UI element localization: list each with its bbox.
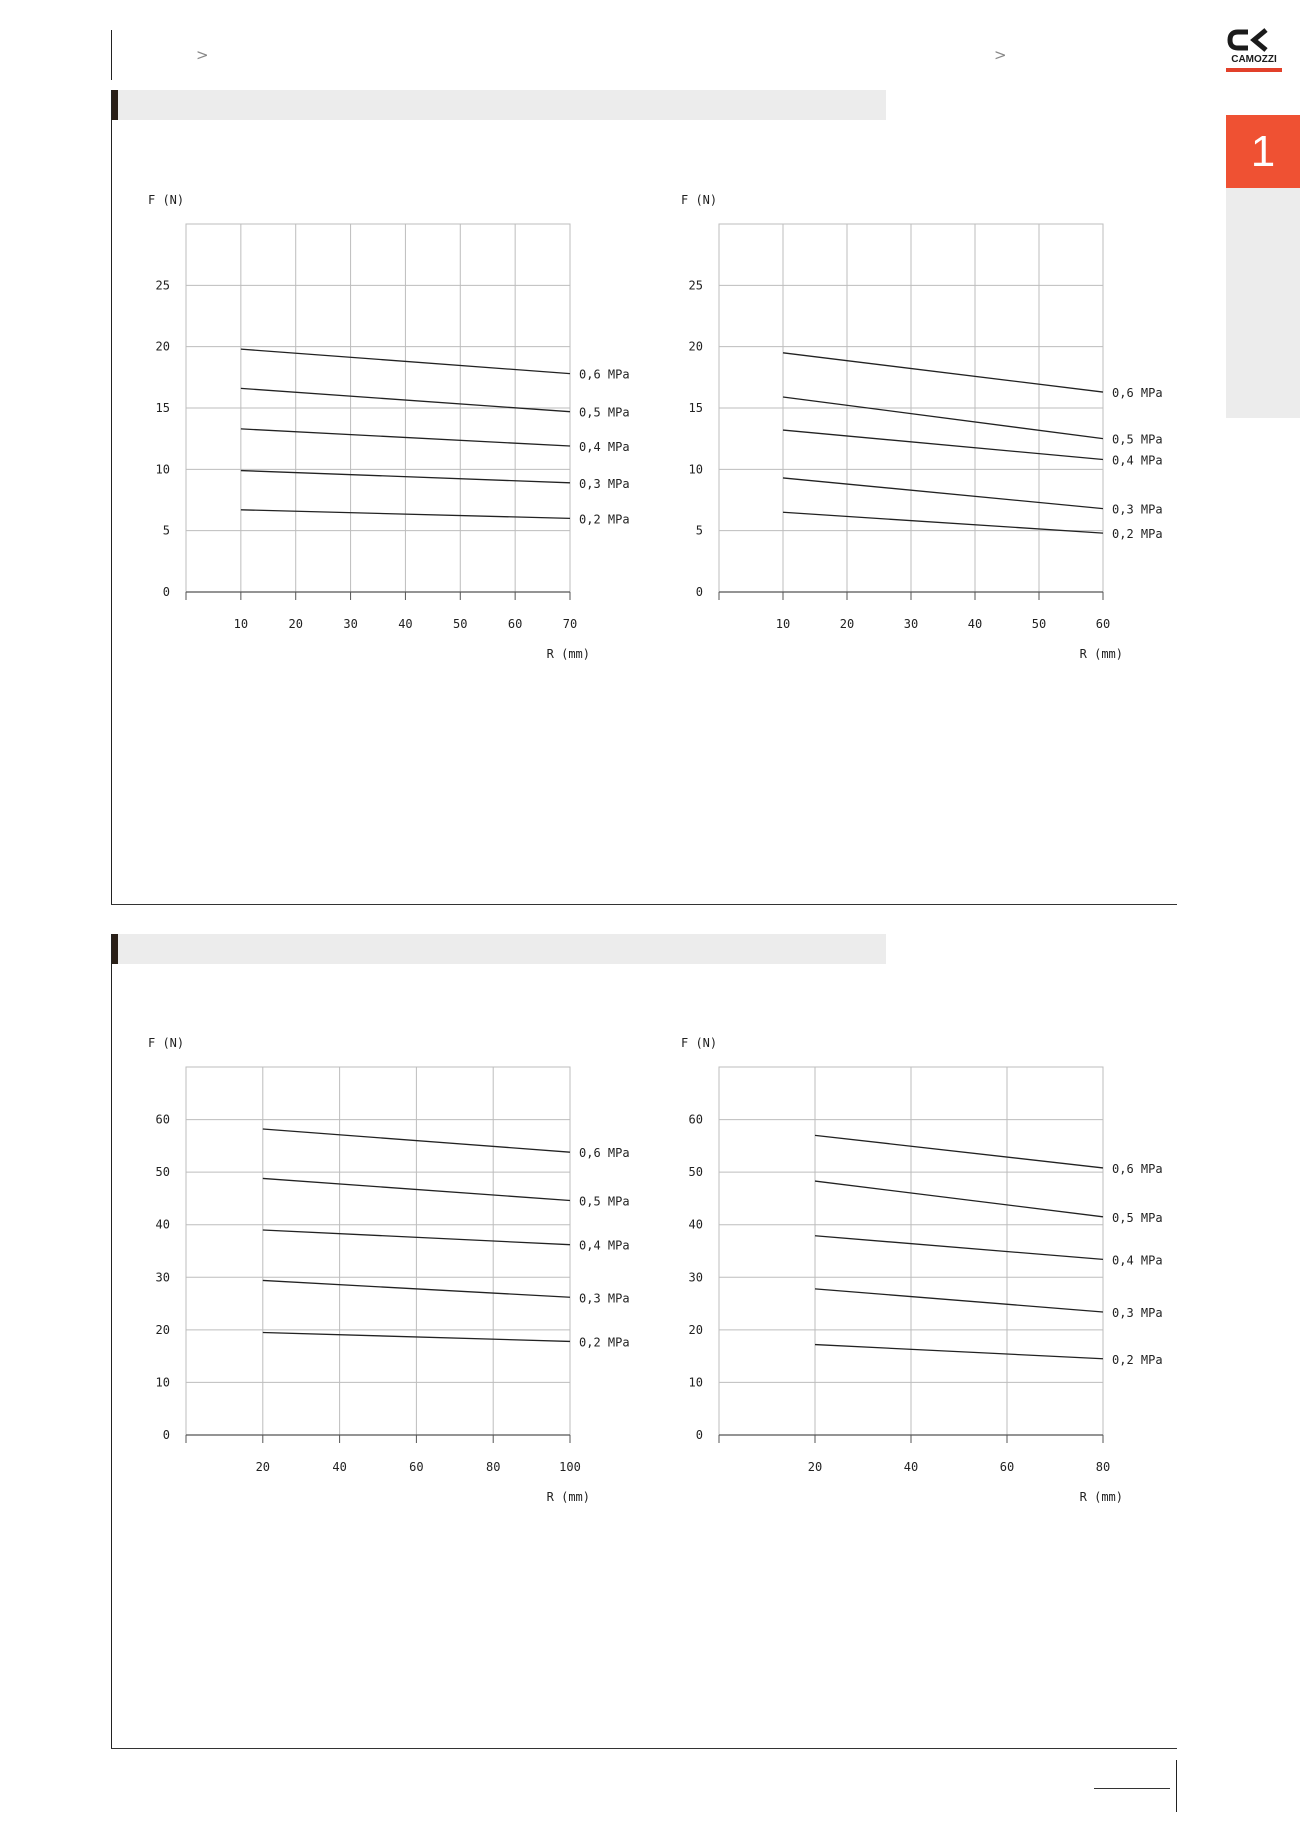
series-label: 0,3 MPa xyxy=(1112,502,1163,517)
series-label: 0,4 MPa xyxy=(1112,1253,1163,1268)
x-tick-label: 60 xyxy=(999,1460,1015,1474)
x-tick-label: 30 xyxy=(343,617,358,631)
y-tick-label: 10 xyxy=(155,462,170,477)
y-tick-label: 0 xyxy=(695,585,703,599)
x-tick-label: 40 xyxy=(903,1460,919,1474)
x-tick-label: 80 xyxy=(485,1460,501,1474)
series-label: 0,4 MPa xyxy=(579,440,630,455)
x-tick-label: 10 xyxy=(775,617,791,631)
series-label: 0,3 MPa xyxy=(1112,1305,1163,1320)
y-tick-label: 0 xyxy=(162,585,170,599)
section1-left-rule xyxy=(111,90,112,905)
y-tick-label: 60 xyxy=(688,1112,703,1127)
chart-force-radius-3 xyxy=(140,1023,660,1528)
x-tick-label: 40 xyxy=(398,617,413,631)
x-tick-label: 20 xyxy=(255,1460,271,1474)
series-label: 0,5 MPa xyxy=(1112,432,1163,447)
footer-page-divider xyxy=(1176,1760,1177,1812)
y-tick-label: 15 xyxy=(155,401,170,415)
series-line xyxy=(815,1289,1103,1312)
series-line xyxy=(815,1345,1103,1359)
chart-svg xyxy=(140,1023,660,1523)
series-line xyxy=(815,1135,1103,1168)
x-tick-label: 20 xyxy=(807,1460,823,1474)
camozzi-logo-mark xyxy=(1226,28,1282,56)
x-tick-label: 70 xyxy=(562,617,578,631)
series-line xyxy=(815,1181,1103,1217)
series-line xyxy=(815,1236,1103,1260)
y-tick-label: 10 xyxy=(155,1375,170,1390)
section2-bottom-rule xyxy=(111,1748,1177,1749)
section1-bottom-rule xyxy=(111,904,1177,905)
y-tick-label: 30 xyxy=(155,1270,170,1285)
x-tick-label: 50 xyxy=(453,617,468,631)
series-label: 0,5 MPa xyxy=(579,1194,630,1209)
y-tick-label: 10 xyxy=(688,1375,703,1390)
x-tick-label: 60 xyxy=(507,617,523,631)
series-line xyxy=(783,512,1103,533)
series-label: 0,6 MPa xyxy=(579,367,630,382)
y-tick-label: 20 xyxy=(155,1322,170,1337)
x-tick-label: 20 xyxy=(288,617,303,631)
series-label: 0,5 MPa xyxy=(579,405,630,420)
x-tick-label: 30 xyxy=(903,617,919,631)
series-label: 0,2 MPa xyxy=(1112,527,1163,542)
series-line xyxy=(783,478,1103,509)
y-tick-label: 5 xyxy=(695,523,703,538)
y-tick-label: 0 xyxy=(162,1428,170,1442)
y-tick-label: 5 xyxy=(162,523,170,538)
series-label: 0,3 MPa xyxy=(579,476,630,491)
x-tick-label: 20 xyxy=(839,617,855,631)
series-label: 0,2 MPa xyxy=(1112,1352,1163,1367)
page-left-rule xyxy=(111,30,112,80)
x-axis-label: R (mm) xyxy=(546,1490,590,1504)
series-label: 0,5 MPa xyxy=(1112,1210,1163,1225)
y-tick-label: 30 xyxy=(688,1270,703,1285)
y-tick-label: 40 xyxy=(688,1217,703,1232)
breadcrumb-separator-left: > xyxy=(196,46,209,64)
series-label: 0,2 MPa xyxy=(579,512,630,527)
x-tick-label: 80 xyxy=(1095,1460,1111,1474)
chart-svg xyxy=(673,1023,1193,1523)
chart-force-radius-4 xyxy=(673,1023,1193,1528)
y-tick-label: 25 xyxy=(688,278,703,293)
y-tick-label: 20 xyxy=(688,339,703,354)
section-title-marker xyxy=(112,934,118,964)
series-label: 0,6 MPa xyxy=(579,1146,630,1161)
section2-left-rule xyxy=(111,934,112,1749)
series-line xyxy=(783,353,1103,392)
x-tick-label: 60 xyxy=(1095,617,1111,631)
chart-force-radius-1 xyxy=(140,180,660,685)
x-tick-label: 60 xyxy=(409,1460,424,1474)
chart-force-radius-2 xyxy=(673,180,1193,685)
series-label: 0,6 MPa xyxy=(1112,1161,1163,1176)
series-label: 0,6 MPa xyxy=(1112,386,1163,401)
x-tick-label: 50 xyxy=(1031,617,1047,631)
y-tick-label: 15 xyxy=(688,401,703,415)
section-title-bar-2 xyxy=(112,934,886,964)
series-label: 0,4 MPa xyxy=(1112,453,1163,468)
plot-frame xyxy=(186,1067,570,1435)
y-tick-label: 60 xyxy=(155,1112,170,1127)
logo-underline xyxy=(1226,68,1282,72)
y-tick-label: 20 xyxy=(688,1322,703,1337)
y-axis-label: F (N) xyxy=(148,1036,185,1050)
y-tick-label: 0 xyxy=(695,1428,703,1442)
x-axis-label: R (mm) xyxy=(546,647,590,661)
x-tick-label: 100 xyxy=(559,1460,581,1474)
x-axis-label: R (mm) xyxy=(1079,1490,1123,1504)
series-line xyxy=(783,397,1103,439)
y-tick-label: 50 xyxy=(688,1165,703,1180)
chapter-tab[interactable]: 1 xyxy=(1226,115,1300,188)
footer-page-rule xyxy=(1094,1788,1170,1789)
x-axis-label: R (mm) xyxy=(1079,647,1123,661)
logo-text: CAMOZZI xyxy=(1231,54,1277,65)
chart-svg xyxy=(673,180,1193,680)
y-tick-label: 50 xyxy=(155,1165,170,1180)
camozzi-logo xyxy=(1226,28,1282,74)
y-tick-label: 25 xyxy=(155,278,170,293)
series-line xyxy=(783,430,1103,459)
series-label: 0,4 MPa xyxy=(579,1238,630,1253)
breadcrumb-separator-right: > xyxy=(994,46,1007,64)
y-axis-label: F (N) xyxy=(681,193,718,207)
y-tick-label: 10 xyxy=(688,462,703,477)
section-title-marker xyxy=(112,90,118,120)
y-axis-label: F (N) xyxy=(148,193,185,207)
series-label: 0,2 MPa xyxy=(579,1335,630,1350)
x-tick-label: 10 xyxy=(233,617,249,631)
y-tick-label: 20 xyxy=(155,339,170,354)
y-tick-label: 40 xyxy=(155,1217,170,1232)
chapter-side-panel xyxy=(1226,188,1300,418)
series-label: 0,3 MPa xyxy=(579,1291,630,1306)
chart-svg xyxy=(140,180,660,680)
x-tick-label: 40 xyxy=(967,617,983,631)
y-axis-label: F (N) xyxy=(681,1036,718,1050)
x-tick-label: 40 xyxy=(332,1460,347,1474)
section-title-bar-1 xyxy=(112,90,886,120)
